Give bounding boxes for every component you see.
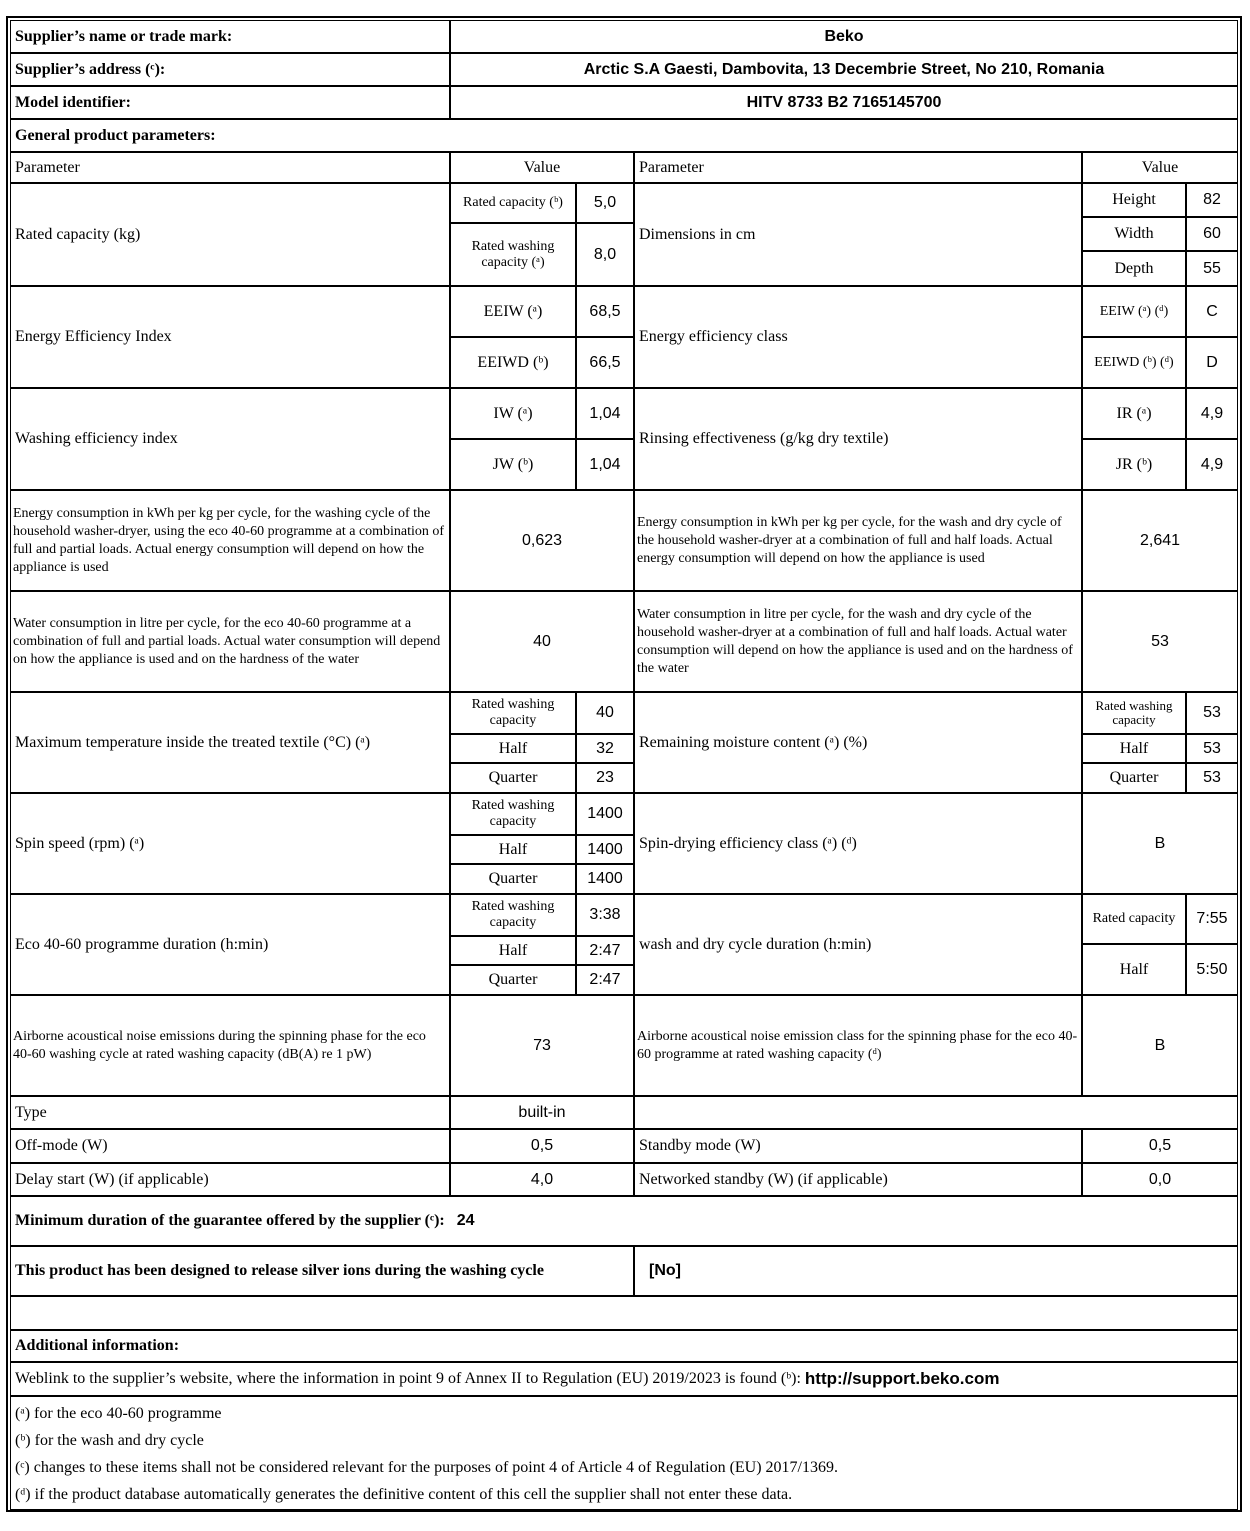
washdry-duration-half-value: 5:50	[1186, 944, 1238, 995]
weblink-link[interactable]: http://support.beko.com	[804, 1369, 1000, 1388]
empty-row	[10, 1296, 1238, 1330]
spin-speed-quarter-value: 1400	[576, 864, 634, 894]
col-value-left: Value	[450, 152, 634, 183]
moisture-rated-value: 53	[1186, 692, 1238, 734]
eco-duration-rated-value: 3:38	[576, 894, 634, 936]
washdry-duration-rated-label: Rated capacity	[1082, 894, 1186, 944]
moisture-half-label: Half	[1082, 734, 1186, 763]
energy-class-wd-label: EEIWD (ᵇ) (ᵈ)	[1082, 337, 1186, 388]
eei-wd-label: EEIWD (ᵇ)	[450, 337, 576, 388]
water-consumption-wash-value: 40	[450, 591, 634, 692]
networked-standby-value: 0,0	[1082, 1163, 1238, 1196]
max-temp-quarter-value: 23	[576, 763, 634, 793]
water-consumption-washdry-value: 53	[1082, 591, 1238, 692]
water-consumption-wash-label: Water consumption in litre per cycle, for the eco 40-60 programme at a combination of full and partial loads. Actual water consumption will depend on how the appliance is used and on the hardness of the water	[10, 591, 450, 692]
jw-value: 1,04	[576, 439, 634, 490]
moisture-half-value: 53	[1186, 734, 1238, 763]
eco-duration-rated-label: Rated washing capacity	[450, 894, 576, 936]
moisture-quarter-value: 53	[1186, 763, 1238, 793]
energy-class-label: Energy efficiency class	[634, 286, 1082, 388]
ir-value: 4,9	[1186, 388, 1238, 439]
delay-start-value: 4,0	[450, 1163, 634, 1196]
spin-class-value: B	[1082, 793, 1238, 894]
eco-duration-quarter-value: 2:47	[576, 965, 634, 995]
rated-capacity-sub1: Rated capacity (ᵇ)	[450, 183, 576, 223]
max-temp-label: Maximum temperature inside the treated textile (°C) (ᵃ)	[10, 692, 450, 793]
model-identifier: HITV 8733 B2 7165145700	[450, 86, 1238, 119]
guarantee-value: 24	[456, 1212, 475, 1229]
depth-label: Depth	[1082, 251, 1186, 286]
type-value: built-in	[450, 1096, 634, 1129]
eei-label: Energy Efficiency Index	[10, 286, 450, 388]
type-label: Type	[10, 1096, 450, 1129]
general-parameters-label: General product parameters:	[10, 119, 1238, 152]
footnote-a: (ᵃ) for the eco 40-60 programme	[15, 1405, 222, 1422]
footnote-b: (ᵇ) for the wash and dry cycle	[15, 1432, 204, 1449]
eco-duration-label: Eco 40-60 programme duration (h:min)	[10, 894, 450, 995]
jr-value: 4,9	[1186, 439, 1238, 490]
spin-speed-quarter-label: Quarter	[450, 864, 576, 894]
moisture-label: Remaining moisture content (ᵃ) (%)	[634, 692, 1082, 793]
rated-washing-capacity-value: 8,0	[576, 223, 634, 286]
footnote-d: (ᵈ) if the product database automatically generates the definitive content of this cell the supplier shall not enter these data.	[15, 1486, 793, 1503]
eei-w-label: EEIW (ᵃ)	[450, 286, 576, 337]
rated-capacity-label: Rated capacity (kg)	[10, 183, 450, 286]
supplier-name-label: Supplier’s name or trade mark:	[10, 20, 450, 53]
iw-label: IW (ᵃ)	[450, 388, 576, 439]
off-mode-label: Off-mode (W)	[10, 1129, 450, 1163]
energy-consumption-washdry-value: 2,641	[1082, 490, 1238, 591]
supplier-address-label: Supplier’s address (ᶜ):	[10, 53, 450, 86]
max-temp-half-label: Half	[450, 734, 576, 763]
max-temp-rated-label: Rated washing capacity	[450, 692, 576, 734]
washing-efficiency-label: Washing efficiency index	[10, 388, 450, 490]
eei-w-value: 68,5	[576, 286, 634, 337]
off-mode-value: 0,5	[450, 1129, 634, 1163]
noise-class-value: B	[1082, 995, 1238, 1096]
weblink-label: Weblink to the supplier’s website, where the information in point 9 of Annex II to Regulation (EU) 2019/2023 is found (ᵇ):	[15, 1370, 801, 1387]
rated-capacity-val1: 5,0	[576, 183, 634, 223]
depth-value: 55	[1186, 251, 1238, 286]
additional-info-label: Additional information:	[10, 1330, 1238, 1362]
spin-speed-half-label: Half	[450, 835, 576, 864]
washdry-duration-rated-value: 7:55	[1186, 894, 1238, 944]
moisture-quarter-label: Quarter	[1082, 763, 1186, 793]
noise-value: 73	[450, 995, 634, 1096]
width-value: 60	[1186, 217, 1238, 251]
networked-standby-label: Networked standby (W) (if applicable)	[634, 1163, 1082, 1196]
spin-class-label: Spin-drying efficiency class (ᵃ) (ᵈ)	[634, 793, 1082, 894]
weblink-row	[10, 1362, 1238, 1396]
energy-class-wd-value: D	[1186, 337, 1238, 388]
standby-value: 0,5	[1082, 1129, 1238, 1163]
col-parameter-left: Parameter	[10, 152, 450, 183]
empty-cell	[634, 1096, 1238, 1129]
standby-label: Standby mode (W)	[634, 1129, 1082, 1163]
width-label: Width	[1082, 217, 1186, 251]
silver-ions-value: [No]	[634, 1246, 1238, 1296]
ir-label: IR (ᵃ)	[1082, 388, 1186, 439]
supplier-address: Arctic S.A Gaesti, Dambovita, 13 Decembrie Street, No 210, Romania	[450, 53, 1238, 86]
spin-speed-half-value: 1400	[576, 835, 634, 864]
water-consumption-washdry-label: Water consumption in litre per cycle, for the wash and dry cycle of the household washer-dryer at a combination of full and half loads. Actual water consumption will depend on how the appliance is used and on the hardness of the water	[634, 591, 1082, 692]
washdry-duration-label: wash and dry cycle duration (h:min)	[634, 894, 1082, 995]
col-value-right: Value	[1082, 152, 1238, 183]
rinsing-label: Rinsing effectiveness (g/kg dry textile)	[634, 388, 1082, 490]
energy-consumption-wash-label: Energy consumption in kWh per kg per cycle, for the washing cycle of the household washer-dryer, using the eco 40-60 programme at a combination of full and partial loads. Actual energy consumption will depend on how the appliance is used	[10, 490, 450, 591]
iw-value: 1,04	[576, 388, 634, 439]
supplier-name: Beko	[450, 20, 1238, 53]
max-temp-half-value: 32	[576, 734, 634, 763]
washdry-duration-half-label: Half	[1082, 944, 1186, 995]
model-identifier-label: Model identifier:	[10, 86, 450, 119]
eco-duration-half-value: 2:47	[576, 936, 634, 965]
spin-speed-rated-label: Rated washing capacity	[450, 793, 576, 835]
col-parameter-right: Parameter	[634, 152, 1082, 183]
noise-class-label: Airborne acoustical noise emission class for the spinning phase for the eco 40-60 programme at rated washing capacity (ᵈ)	[634, 995, 1082, 1096]
energy-class-w-value: C	[1186, 286, 1238, 337]
height-label: Height	[1082, 183, 1186, 217]
dimensions-label: Dimensions in cm	[634, 183, 1082, 286]
rated-washing-capacity-label: Rated washing capacity (ᵃ)	[450, 223, 576, 286]
jw-label: JW (ᵇ)	[450, 439, 576, 490]
eei-wd-value: 66,5	[576, 337, 634, 388]
moisture-rated-label: Rated washing capacity	[1082, 692, 1186, 734]
noise-label: Airborne acoustical noise emissions during the spinning phase for the eco 40-60 washing cycle at rated washing capacity (dB(A) re 1 pW)	[10, 995, 450, 1096]
delay-start-label: Delay start (W) (if applicable)	[10, 1163, 450, 1196]
jr-label: JR (ᵇ)	[1082, 439, 1186, 490]
product-information-sheet	[6, 16, 1242, 1512]
guarantee-label: Minimum duration of the guarantee offered by the supplier (ᶜ):	[15, 1212, 445, 1229]
max-temp-quarter-label: Quarter	[450, 763, 576, 793]
guarantee-row	[10, 1196, 1238, 1246]
energy-consumption-washdry-label: Energy consumption in kWh per kg per cycle, for the wash and dry cycle of the household washer-dryer at a combination of full and half loads. Actual energy consumption will depend on how the appliance is used	[634, 490, 1082, 591]
eco-duration-quarter-label: Quarter	[450, 965, 576, 995]
energy-class-w-label: EEIW (ᵃ) (ᵈ)	[1082, 286, 1186, 337]
energy-consumption-wash-value: 0,623	[450, 490, 634, 591]
silver-ions-label: This product has been designed to release silver ions during the washing cycle	[10, 1246, 634, 1296]
height-value: 82	[1186, 183, 1238, 217]
spin-speed-rated-value: 1400	[576, 793, 634, 835]
footnote-c: (ᶜ) changes to these items shall not be considered relevant for the purposes of point 4 of Article 4 of Regulation (EU) 2017/1369.	[15, 1459, 838, 1476]
eco-duration-half-label: Half	[450, 936, 576, 965]
spin-speed-label: Spin speed (rpm) (ᵃ)	[10, 793, 450, 894]
max-temp-rated-value: 40	[576, 692, 634, 734]
footnotes	[10, 1396, 1238, 1510]
